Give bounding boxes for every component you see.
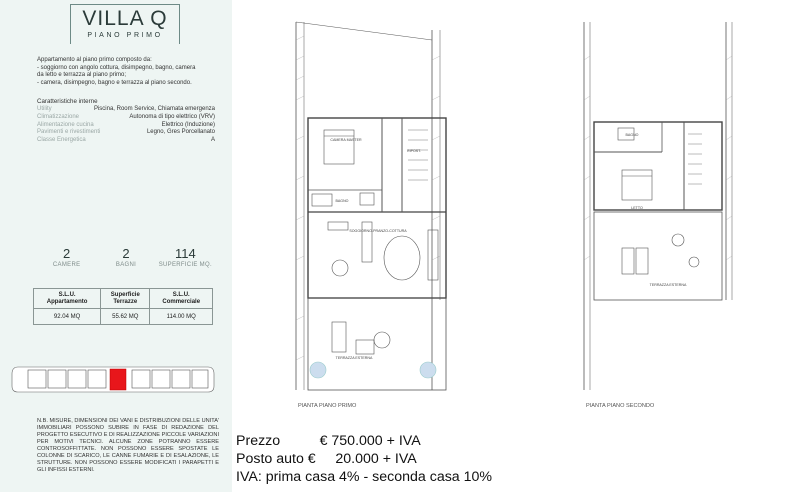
villa-title: VILLA Q xyxy=(82,7,168,30)
room-label: BAGNO xyxy=(335,199,349,203)
second-floor-label: PIANTA PIANO SECONDO xyxy=(586,403,655,409)
table-cell: 114.00 MQ xyxy=(150,309,213,325)
description-line: - soggiorno con angolo cottura, disimpegno, bagno, camera xyxy=(37,64,196,71)
feature-row xyxy=(37,106,215,114)
stat-bedrooms xyxy=(37,246,96,268)
summary-stats xyxy=(37,246,215,268)
feature-row xyxy=(37,129,215,137)
apartment-description xyxy=(37,57,217,87)
table-row xyxy=(34,309,213,325)
features-list xyxy=(37,106,215,145)
room-label: BAGNO xyxy=(625,133,639,137)
second-floor-plan xyxy=(584,22,732,390)
feature-value: Piscina, Room Service, Chiamata emergenza xyxy=(93,106,215,112)
feature-value: Elettrico (Induzione) xyxy=(161,121,215,128)
room-label: TERRAZZA ESTERNA xyxy=(649,283,687,287)
stat-surface xyxy=(156,246,215,268)
stat-label: BAGNI xyxy=(115,262,137,268)
table-header: S.L.U. Commerciale xyxy=(150,289,213,309)
feature-key: Classe Energetica xyxy=(37,137,86,144)
stat-value: 114 xyxy=(174,246,196,261)
price-line: Prezzo € 750.000 + IVA xyxy=(236,433,421,449)
stat-label: CAMERE xyxy=(52,262,81,268)
parking-price-line: Posto auto € 20.000 + IVA xyxy=(236,451,417,467)
feature-value: A xyxy=(210,137,215,144)
stat-value: 2 xyxy=(122,246,130,261)
disclaimer-note: N.B. MISURE, DIMENSIONI DEI VANI E DISTRIBUZIONI DELLE UNITA' IMMOBILIARI POSSONO SUBIRE IN FASE DI REDAZIONE DEL PROGETTO ESECUTIVO E DI REALIZZAZIONE PICCOLE VARIAZIONI PER MOTIVI TECNICI. ALCUNE ZONE POTRANNO ESSERE CONTROSOFFITTATE. NON POSSONO ESSERE SPOSTATE LE COLONNE DI SCARICO, LE CANNE FUMARIE E DI ESALAZIONE, LE STRUTTURE. NON POSSONO ESSERE MODIFICATI I PARAPETTI E GLI INFISSI ESTERNI. xyxy=(37,418,219,473)
room-label: TERRAZZA ESTERNA xyxy=(335,356,373,360)
feature-row xyxy=(37,137,215,145)
table-cell: 92.04 MQ xyxy=(34,309,101,325)
feature-row xyxy=(37,114,215,122)
table-header: S.L.U. Appartamento xyxy=(34,289,101,309)
feature-value: Legno, Gres Porcellanato xyxy=(146,129,215,136)
highlighted-unit xyxy=(110,369,126,390)
feature-key: Utility xyxy=(37,106,52,112)
stat-bathrooms xyxy=(96,246,155,268)
feature-key: Climatizzazione xyxy=(37,113,80,120)
features-title: Caratteristiche interne xyxy=(37,98,98,105)
room-label: CAMERA MASTER xyxy=(330,138,362,142)
room-label: RIPOST. xyxy=(407,149,421,153)
room-label: SOGGIORNO-PRANZO-COTTURA xyxy=(349,229,407,233)
feature-row xyxy=(37,122,215,130)
table-header: Superficie Terrazze xyxy=(101,289,150,309)
room-label: LETTO xyxy=(631,206,643,210)
table-cell: 55.62 MQ xyxy=(101,309,150,325)
first-floor-plan xyxy=(296,22,446,390)
feature-key: Alimentazione cucina xyxy=(37,121,94,128)
description-line: - camera, disimpegno, bagno e terrazza al piano secondo. xyxy=(37,79,192,86)
floor-subtitle: PIANO PRIMO xyxy=(87,32,163,39)
first-floor-label: PIANTA PIANO PRIMO xyxy=(298,403,357,409)
feature-value: Autonoma di tipo elettrico (VRV) xyxy=(129,113,215,120)
surface-table xyxy=(33,288,213,325)
description-line: Appartamento al piano primo composto da: xyxy=(37,57,152,63)
vat-line: IVA: prima casa 4% - seconda casa 10% xyxy=(236,469,493,485)
feature-key: Pavimenti e rivestimenti xyxy=(37,129,101,136)
info-panel xyxy=(0,0,232,492)
table-header-row xyxy=(34,289,213,309)
brand-logo xyxy=(70,4,180,44)
price-block xyxy=(236,432,492,486)
unit-keymap xyxy=(8,364,218,394)
floor-plans xyxy=(232,0,800,430)
stat-value: 2 xyxy=(63,246,71,261)
description-line: da letto e terrazza al piano primo; xyxy=(37,72,127,78)
stat-label: SUPERFICIE MQ. xyxy=(158,262,212,268)
